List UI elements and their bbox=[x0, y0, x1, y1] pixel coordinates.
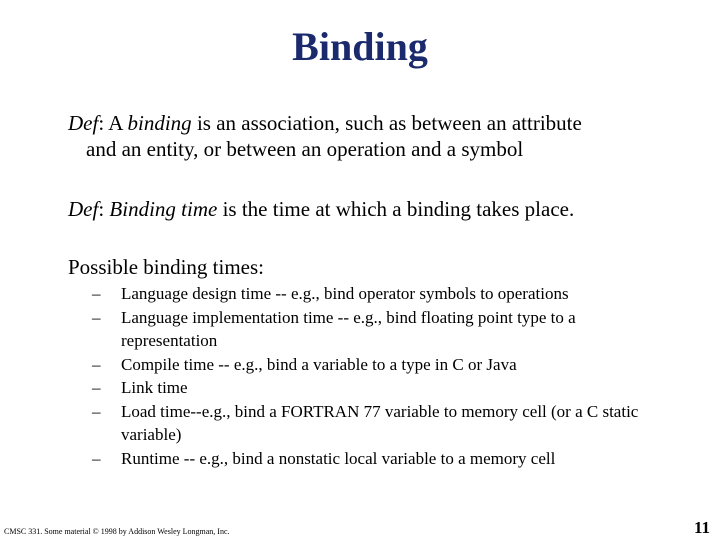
list-item bbox=[92, 376, 672, 400]
def-colon: : bbox=[98, 197, 110, 221]
list-item bbox=[92, 447, 672, 471]
list-item bbox=[92, 282, 672, 306]
def-term: Binding time bbox=[109, 197, 218, 221]
definition-binding-time bbox=[68, 196, 668, 222]
def-continuation: and an entity, or between an operation and a symbol bbox=[86, 137, 524, 161]
slide-title: Binding bbox=[292, 24, 428, 69]
dash-bullet: – bbox=[92, 284, 101, 303]
dash-bullet: – bbox=[92, 354, 101, 374]
binding-times-list bbox=[92, 282, 672, 470]
dash-bullet: – bbox=[92, 307, 101, 327]
possible-binding-times-heading: Possible binding times: bbox=[68, 255, 265, 279]
dash-bullet: – bbox=[92, 378, 101, 397]
list-item-text: Language design time -- e.g., bind operator symbols to operations bbox=[121, 284, 569, 303]
dash-bullet: – bbox=[92, 401, 101, 421]
def-rest: is an association, such as between an attribute bbox=[191, 111, 582, 135]
list-item bbox=[92, 353, 672, 377]
dash-bullet: – bbox=[92, 448, 101, 468]
list-item bbox=[92, 306, 672, 353]
def-label: Def bbox=[68, 197, 99, 221]
list-item-text: Runtime -- e.g., bind a nonstatic local variable to a memory cell bbox=[121, 448, 556, 468]
definition-binding bbox=[68, 110, 668, 162]
def-term: binding bbox=[127, 111, 192, 135]
list-item-text: Language implementation time -- e.g., bind floating point type to a representation bbox=[121, 307, 576, 350]
def-colon: : A bbox=[98, 111, 128, 135]
def-label: Def bbox=[68, 111, 99, 135]
footer-copyright: CMSC 331. Some material © 1998 by Addison Wesley Longman, Inc. bbox=[4, 527, 230, 536]
list-item bbox=[92, 400, 672, 447]
list-item-text: Compile time -- e.g., bind a variable to a type in C or Java bbox=[121, 354, 517, 374]
def-rest: is the time at which a binding takes place. bbox=[217, 197, 575, 221]
list-item-text: Link time bbox=[121, 378, 188, 397]
page-number: 11 bbox=[693, 518, 710, 537]
list-item-text: Load time--e.g., bind a FORTRAN 77 variable to memory cell (or a C static variable) bbox=[121, 401, 639, 444]
